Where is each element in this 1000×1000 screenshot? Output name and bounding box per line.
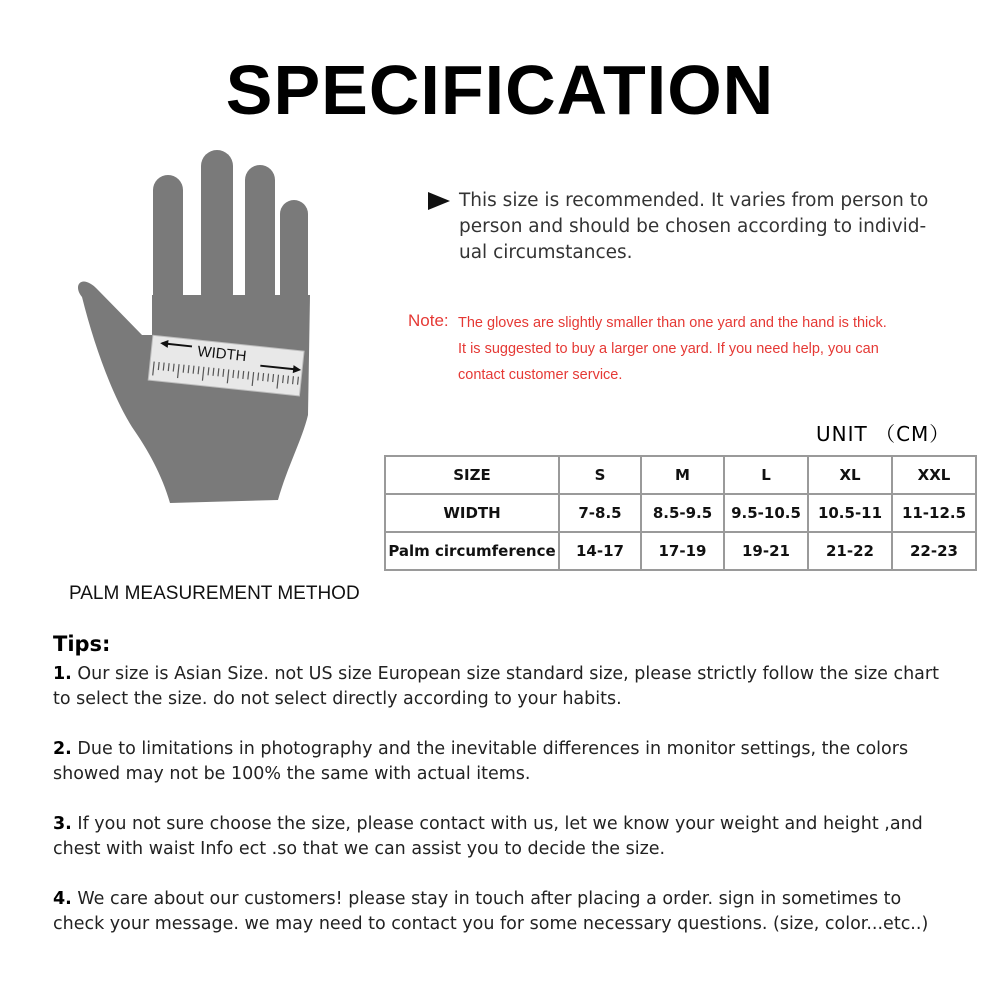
width-label: WIDTH [196,343,248,366]
note-label: Note: [408,311,449,330]
note-text [458,310,968,388]
table-cell: WIDTH [385,494,559,532]
table-cell: Palm circumference [385,532,559,570]
ruler-tick [223,369,224,377]
ruler-tick [213,368,214,376]
tip-item [53,662,953,712]
header-cell: L [724,456,808,494]
tip-text: Due to limitations in photography and the inevitable differences in monitor settings, the colors showed may not be 100% the same with actual items. [53,739,909,784]
tip-number: 3. [53,814,72,834]
tips-list [53,662,953,962]
size-recommendation [428,188,948,266]
play-arrow-icon [428,192,450,210]
ruler-tick [158,362,159,370]
table-cell: 19-21 [724,532,808,570]
ruler-tick [183,365,184,373]
header-cell: XL [808,456,892,494]
ruler-tick [208,367,209,375]
table-cell: 7-8.5 [559,494,641,532]
recommendation-line: ual circumstances. [459,242,633,263]
ruler-tick [168,363,169,371]
table-cell: 14-17 [559,532,641,570]
tip-text: If you not sure choose the size, please contact with us, let we know your weight and height ,and chest with waist Info ect .so that we can assist you to decide the size. [53,814,923,859]
ruler-tick [273,374,274,382]
ruler-tick [188,365,189,373]
tip-item [53,887,953,937]
ruler-tick [263,373,264,381]
ruler-tick [258,373,259,381]
tip-item [53,812,953,862]
table-cell: 11-12.5 [892,494,976,532]
hand-silhouette-icon [78,150,310,503]
note-line: The gloves are slightly smaller than one yard and the hand is thick. [458,315,887,331]
size-chart-table [384,455,977,571]
header-cell: XXL [892,456,976,494]
table-cell: 8.5-9.5 [641,494,724,532]
ruler-tick [173,364,174,372]
ruler-tick [298,377,299,385]
table-cell: 21-22 [808,532,892,570]
ruler-tick [233,370,234,378]
ruler-tick [283,375,284,383]
ruler-tick [288,376,289,384]
recommendation-line: This size is recommended. It varies from person to [459,190,929,211]
ruler-tick [163,363,164,371]
table-cell: 9.5-10.5 [724,494,808,532]
ruler-tick [248,371,249,379]
ruler-tick [198,366,199,374]
table-header-row [385,456,976,494]
ruler-tick [293,376,294,384]
palm-measurement-diagram [70,145,330,515]
ruler-tick [243,371,244,379]
recommendation-line: person and should be chosen according to individ- [459,216,927,237]
header-cell: SIZE [385,456,559,494]
ruler-tick [218,368,219,376]
tip-number: 4. [53,889,72,909]
hand-illustration [70,145,330,515]
tip-text: Our size is Asian Size. not US size European size standard size, please strictly follow the size chart to select the size. do not select directly according to your habits. [53,664,939,709]
table-cell: 17-19 [641,532,724,570]
tips-heading: Tips: [53,632,111,656]
tip-number: 1. [53,664,72,684]
note-block [408,310,968,388]
recommendation-text [459,188,948,266]
tip-text: We care about our customers! please stay in touch after placing a order. sign in sometimes to check your message. we may need to contact you for some necessary questions. (size, color...etc..) [53,889,929,934]
table-row [385,532,976,570]
table-cell: 22-23 [892,532,976,570]
ruler-tick [193,366,194,374]
ruler-tick [238,370,239,378]
header-cell: S [559,456,641,494]
table-row [385,494,976,532]
page-title: SPECIFICATION [225,51,775,129]
note-line: contact customer service. [458,367,623,383]
tip-item [53,737,953,787]
tip-number: 2. [53,739,72,759]
note-line: It is suggested to buy a larger one yard. If you need help, you can [458,341,879,357]
table-cell: 10.5-11 [808,494,892,532]
ruler-tick [268,374,269,382]
palm-measurement-caption: PALM MEASUREMENT METHOD [69,583,360,604]
unit-label: UNIT （CM） [816,422,951,446]
header-cell: M [641,456,724,494]
